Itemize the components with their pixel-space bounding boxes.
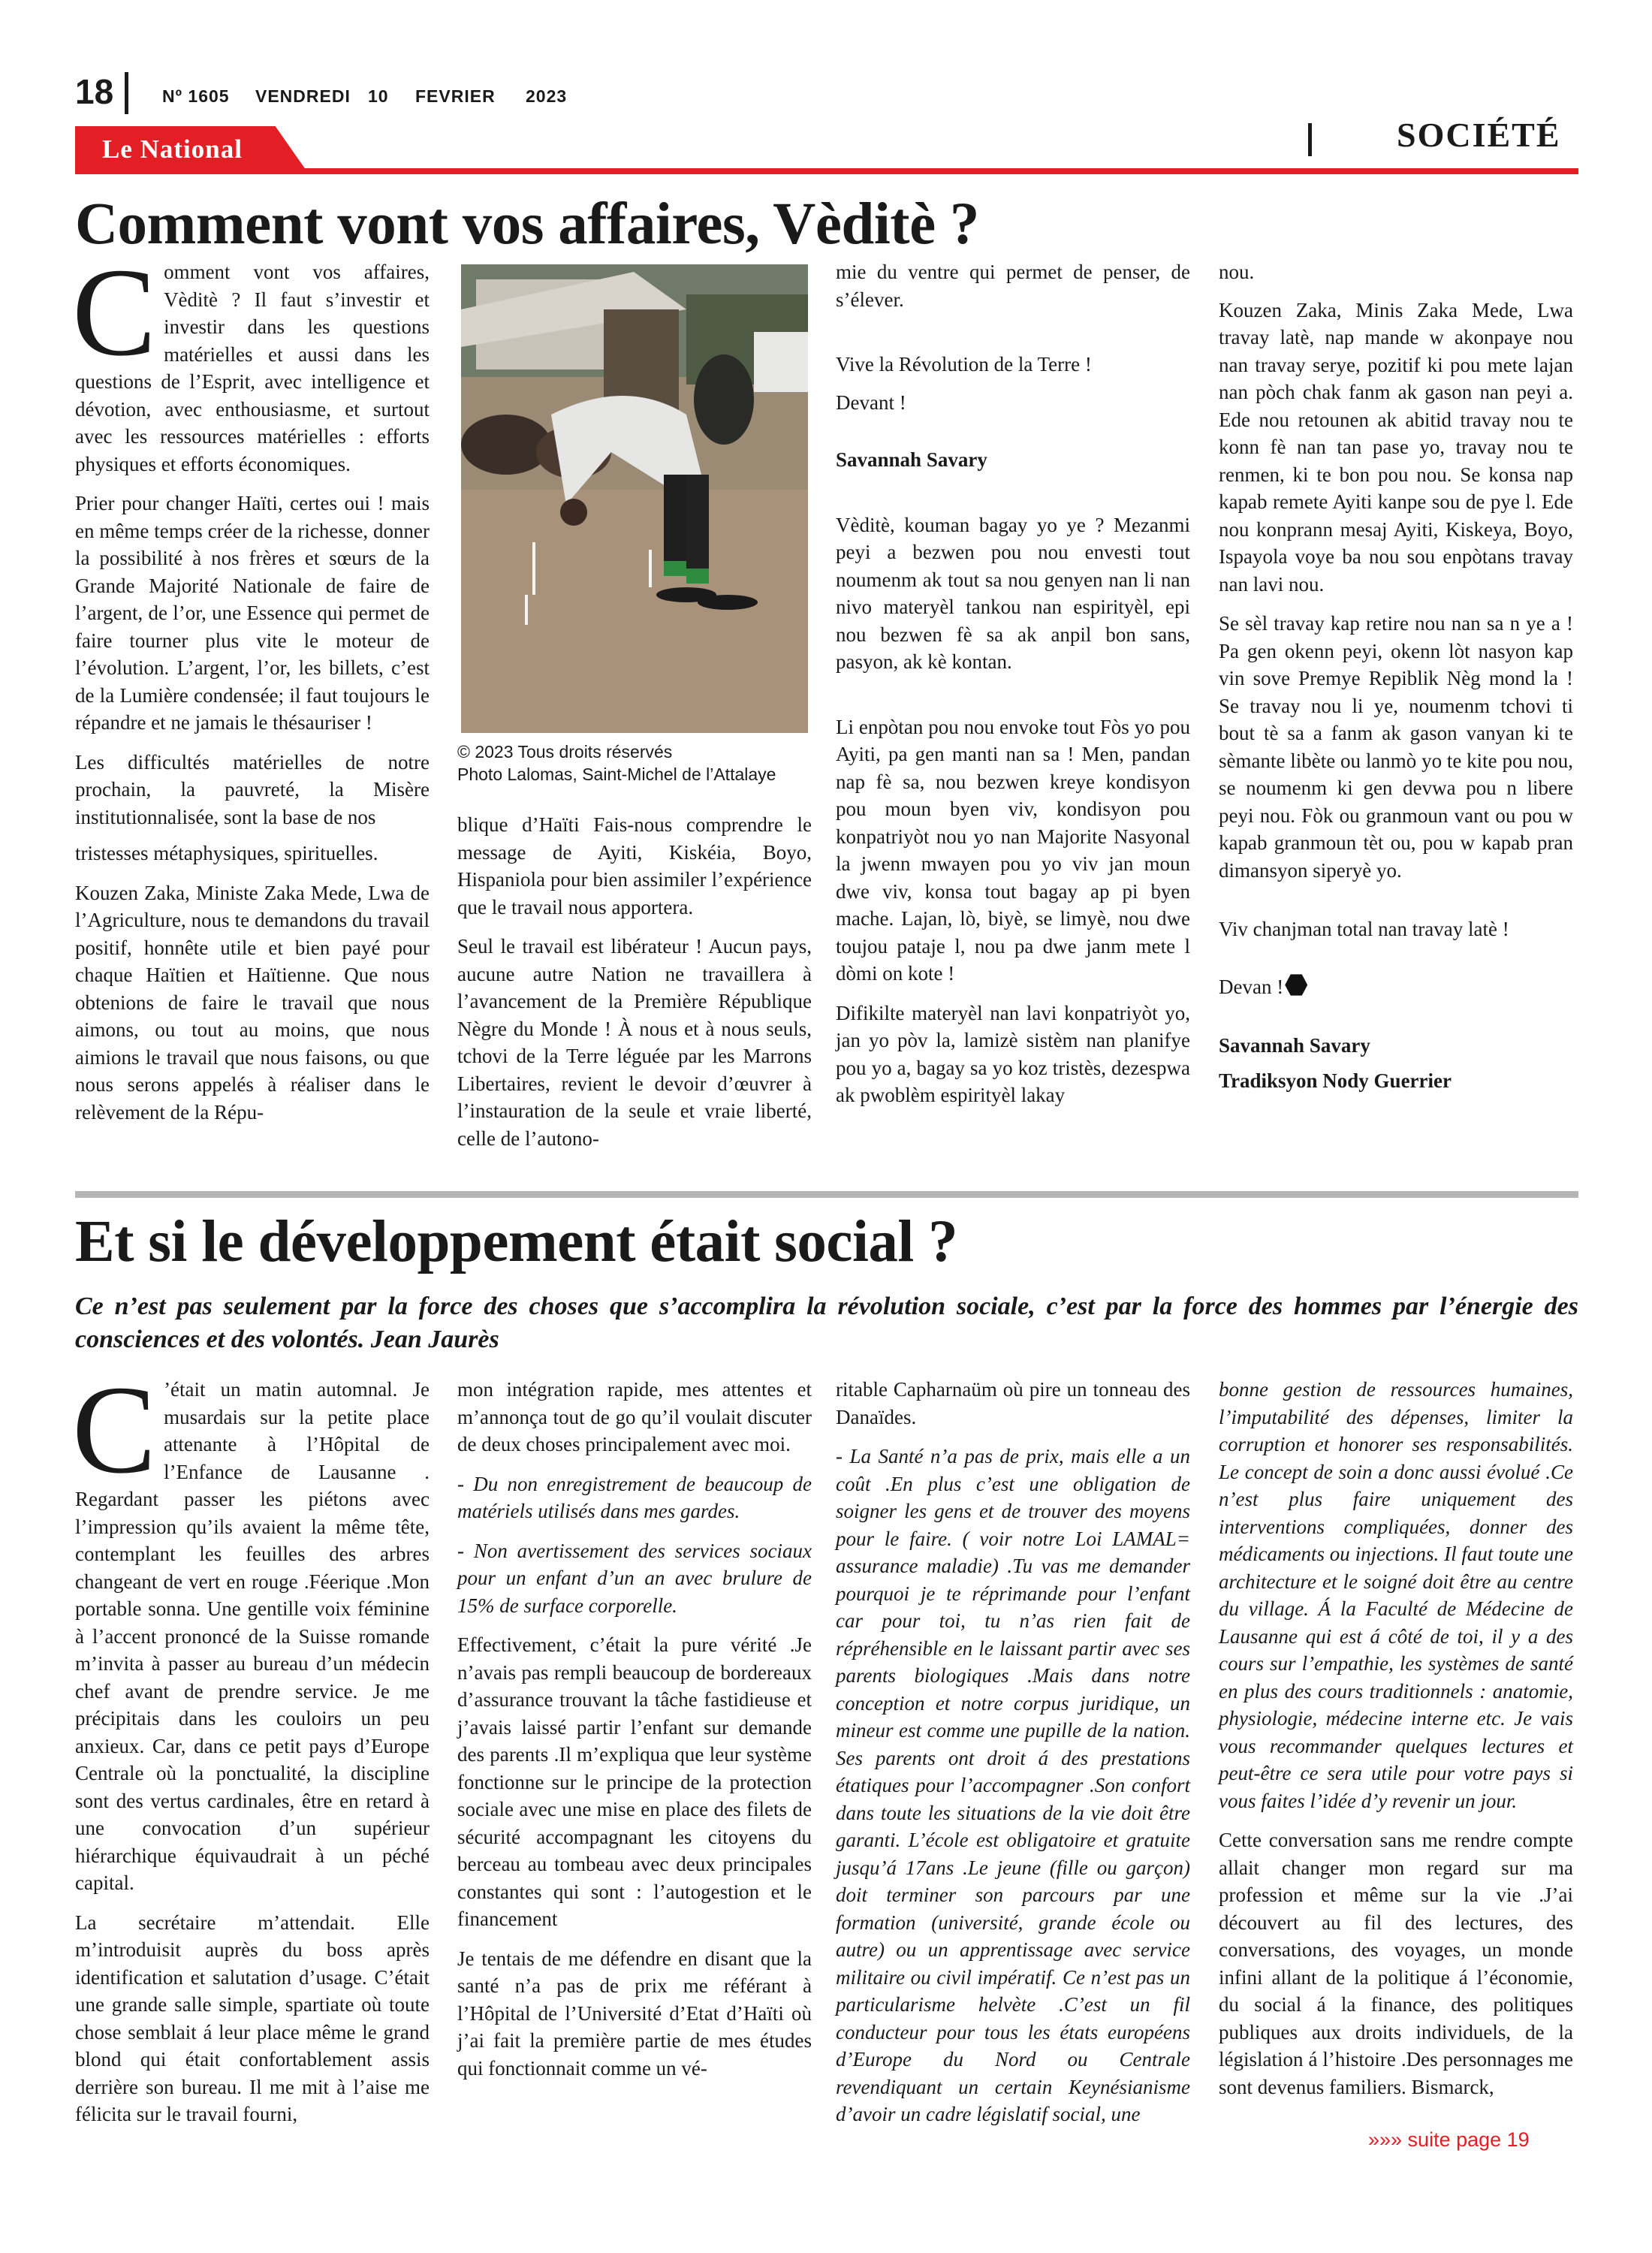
article-column-3 (836, 1376, 1190, 2140)
author-signature: Savannah Savary (1219, 1034, 1370, 1057)
paragraph: omment vont vos affaires, Vèditè ? Il faut s’investir et investir dans les questions matérielles et aussi dans les questions de l’Esprit, avec intelligence et dévotion, avec enthousiasme, et surtout avec les ressources matérielles : efforts physiques et efforts économiques. (75, 261, 430, 475)
section-title: SOCIÉTÉ (1397, 116, 1561, 154)
paragraph: nou. (1219, 261, 1255, 283)
issue-date-day: 10 (368, 86, 389, 106)
paragraph: Vèditè, kouman bagay yo ye ? Mezanmi peyi a bezwen pou nou envesti tout noumenm ak tout sa nou genyen nan li nan nivo materyèl tankou nan espirityèl, epi nou bezwen fè sa ak anpil bon sans, pasyon, ak kè kontan. (836, 513, 1190, 673)
paragraph: tristesses métaphysiques, spirituelles. (75, 842, 378, 864)
article-separator (75, 1191, 1578, 1198)
article-epigraph: Ce n’est pas seulement par la force des choses que s’accomplira la révolution sociale, c’est par la force des hommes par l’énergie des consciences et des volontés. Jean Jaurès (75, 1292, 1578, 1353)
paragraph: Seul le travail est libérateur ! Aucun pays, aucune autre Nation ne travaillera à l’avancement de la Première République Nègre du Monde ! À nous et à nous seuls, tchovi de la Terre léguée par les Marrons Libertaires, revient le devoir d’œuvrer à l’instauration de la seule et vraie liberté, celle de l’autono- (457, 935, 812, 1150)
page-number-divider (125, 72, 128, 114)
paragraph: Kouzen Zaka, Minis Zaka Mede, Lwa travay latè, nap mande w akonpaye nou nan travay serye, pozitif ki pou mete lajan nan pòch chak fanm ak gason nan peyi a. Ede nou retounen ak abitid travay nou te konn fè nan tan pase yo, travay nou te renmen, ki te bon pou nou. Se konsa nap kapab remete Ayiti kanpe sou de pye l. Ede nou konprann mesaj Ayiti, Kiskeya, Boyo, Ispayola voye ba nou sou enpòtans travay nan lavi nou. (1219, 298, 1573, 596)
caption-copyright: © 2023 Tous droits réservés (457, 742, 673, 762)
paragraph: Je tentais de me défendre en disant que la santé n’a pas de prix me référant à l’Hôpital de l’Université d’Etat d’Haïti où j’ai fait la première partie de mes études qui fonctionnait comme un vé- (457, 1947, 812, 2080)
paragraph: Difikilte materyèl nan lavi konpatriyòt yo, jan yo pòv la, lamizè sistèm nan planifye pou yo a, bagay sa yo koz tristès, dezespwa ak pwoblèm espirityèl lakay (836, 1001, 1190, 1106)
paragraph: - Non avertissement des services sociaux pour un enfant d’un an avec brulure de 15% de surface corporelle. (457, 1539, 812, 1617)
issue-year: 2023 (526, 86, 568, 106)
paragraph: Effectivement, c’était la pure vérité .Je n’avais pas rempli beaucoup de bordereaux d’assurance trouvant la tâche fastidieuse et j’avais laissé partir l’enfant sur demande des parents .Il m’expliqua que leur système fonctionne sur le principe de la protection sociale avec une mise en place des filets de sécurité accompagnant les citoyens du berceau au tombeau avec deux principales constantes qui sont : l’autogestion et le financement (457, 1633, 812, 1930)
paragraph: - La Santé n’a pas de prix, mais elle a un coût .En plus c’est une obligation de soigner les gens et de trouver des moyens pour le faire. ( voir notre Loi LAMAL= assurance maladie) .Tu vas me demander pourquoi je te réprimande pour l’enfant car pour toi, tu n’as rien fait de répréhensible en le laissant partir avec ses parents biologiques .Mais dans notre conception et notre corpus juridique, un mineur est comme une pupille de la nation. Ses parents ont droit á des prestations étatiques pour l’accompagner .Son confort dans toute les situations de la vie doit être garanti. L’école est obligatoire et gratuite jusqu’á 17ans .Le jeune (fille ou garçon) doit terminer son parcours par une formation (université, grande école ou autre) ou un apprentissage avec service militaire ou civil impératif. Ce n’est pas un particularisme helvète .C’est un fil conducteur pour tous les états européens d’Europe du Nord ou Centrale revendiquant un certain Keynésianisme d’avoir un cadre législatif social, une (836, 1445, 1190, 2125)
continued-link[interactable]: »»» suite page 19 (1368, 2128, 1530, 2151)
article-column-1 (72, 1360, 430, 2140)
issue-day: VENDREDI (255, 86, 351, 106)
paragraph: Li enpòtan pou nou envoke tout Fòs yo pou Ayiti, pa gen manti nan sa ! Men, pandan nap fè sa, nou bezwen kreye kondisyon pou moun byen viv, kondisyon pou konpatriyòt nou yo nan Majorite Nasyonal la jwenn mwayen pou yo viv jan moun dwe viv, konsa tout bagay ap pi byen mache. Lajan, lò, biyè, se limyè, nou dwe toujou pataje l, nou pa dwe janm mete l dòmi on kote ! (836, 715, 1190, 985)
paragraph: Viv chanjman total nan travay latè ! (1219, 918, 1509, 940)
paragraph: Cette conversation sans me rendre compte allait changer mon regard sur ma profession et même sur la vie .J’ai découvert au fil des lectures, des conversations, des voyages, un monde infini allant de la politique á l’économie, du social á la finance, des politiques publiques aux droits individuels, de la législation á l’histoire .Des personnages me sont devenus familiers. Bismarck, (1219, 1829, 1573, 2098)
article-column-3 (836, 258, 1190, 1121)
issue-number: Nº 1605 (162, 86, 230, 106)
article-column-2 (457, 1376, 812, 2094)
paragraph: Kouzen Zaka, Ministe Zaka Mede, Lwa de l’Agriculture, nous te demandons du travail positif, honnête utile et bien payé pour chaque Haïtien et Haïtienne. Que nous obtenions de faire le travail que nous aimons, ou tout au moins, que nous aimions le travail que nous faisons, ou que nous serons appelés à réaliser dans le relèvement de la Répu- (75, 881, 430, 1123)
brand-logo: Le National (102, 134, 243, 164)
paragraph: Prier pour changer Haïti, certes oui ! mais en même temps créer de la richesse, donner la possibilité à nos frères et sœurs de la Grande Majorité Nationale de faire de l’argent, de l’or, une Essence qui permet de faire tourner plus vite le moteur de l’évolution. L’argent, l’or, les billets, c’est de la Lumière condensée; il faut toujours le répandre et ne jamais le thésauriser ! (75, 492, 430, 734)
paragraph: Les difficultés matérielles de notre prochain, la pauvreté, la Misère institutionnalisée, sont la base de nos (75, 750, 430, 828)
article-title: Comment vont vos affaires, Vèditè ? (75, 192, 979, 257)
closing-word: Devan ! (1219, 975, 1284, 998)
paragraph: bonne gestion de ressources humaines, l’imputabilité des dépenses, limiter la corruption et honorer ses responsabilités. Le concept de soin a donc aussi évolué .Ce n’est plus faire uniquement des interventions compliquées, donner des médicaments ou injections. Il faut toute une architecture et le soigné doit être au centre du village. Á la Faculté de Médecine de Lausanne qui est á côté de toi, il y a des cours sur l’empathie, les systèmes de santé en plus des cours traditionnels : anatomie, physiologie, médecine interne etc. Je vais vous recommander quelques lectures et peut-être ce sera utile pour votre pays si vous faites l’idée d’y revenir un jour. (1219, 1378, 1573, 1812)
section-divider (1308, 123, 1312, 156)
header-rule (75, 168, 1578, 174)
paragraph: - Du non enregistrement de beaucoup de matériels utilisés dans mes gardes. (457, 1472, 812, 1522)
paragraph: mon intégration rapide, mes attentes et m’annonça tout de go qu’il voulait discuter de deux choses principalement avec moi. (457, 1378, 812, 1455)
article-column-1 (72, 243, 430, 1138)
article-title: Et si le développement était social ? (75, 1209, 958, 1274)
caption-credit: Photo Lalomas, Saint-Michel de l’Attalaye (457, 765, 776, 784)
paragraph: mie du ventre qui permet de penser, de s’élever. (836, 261, 1190, 311)
drop-cap: C (72, 1360, 157, 1500)
article-column-4 (1219, 1376, 1573, 2113)
paragraph: Se sèl travay kap retire nou nan sa n ye a ! Pa gen okenn peyi, okenn lòt nasyon kap vin sove Premye Repiblik Nèg mond la ! Se travay nou li ye, noumenm tchovi ti bout tè sa a fanm ak gason vanyan ki te sèmante libète ou lanmò yo te kite pou nou, se noumenm ki gen devwa pou n libere peyi nou. Fòk ou granmoun vant ou pou w kapab granmoun tèt ou, pou w kapab pran dimansyon siperyè yo. (1219, 612, 1573, 882)
article-column-4 (1219, 258, 1573, 1106)
paragraph: ’était un matin automnal. Je musardais sur la petite place attenante à l’Hôpital de l’Enfance de Lausanne . Regardant passer les piétons avec l’impression qu’ils avaient la même tête, contemplant les feuilles des arbres changeant de vert en rouge .Féerique .Mon portable sonna. Une gentille voix féminine à l’accent prononcé de la Suisse romande m’invita à passer au bureau d’un médecin chef avant de prendre service. Je me précipitais dans les couloirs un peu anxieux. Car, dans ce petit pays d’Europe Centrale où la ponctualité, la discipline sont des vertus cardinales, être en retard à une convocation d’un supérieur hiérarchique équivaudrait à un péché capital. (75, 1378, 430, 1894)
paragraph: Devant ! (836, 391, 906, 414)
page-number: 18 (75, 72, 114, 111)
translator-credit: Tradiksyon Nody Guerrier (1219, 1069, 1452, 1092)
paragraph: ritable Capharnaüm où pire un tonneau des Danaïdes. (836, 1378, 1190, 1428)
paragraph: La secrétaire m’attendait. Elle m’introduisit auprès du boss après identification et salutation d’usage. C’était une grande salle simple, spartiate où toute chose semblait á leur place même le grand blond qui était confortablement assis derrière son bureau. Il me mit à l’aise me félicita sur le travail fourni, (75, 1911, 430, 2125)
issue-month: FEVRIER (415, 86, 496, 106)
paragraph: blique d’Haïti Fais-nous comprendre le message de Ayiti, Kiskéia, Boyo, Hispaniola pour bien assimiler l’expérience que le travail nous apportera. (457, 813, 812, 918)
photo-illustration (461, 264, 808, 733)
paragraph: Vive la Révolution de la Terre ! (836, 353, 1092, 376)
article-column-2 (457, 811, 812, 1164)
photo-caption (457, 740, 814, 786)
article-photo (461, 264, 808, 733)
drop-cap: C (72, 243, 157, 382)
author-signature: Savannah Savary (836, 448, 987, 471)
end-mark-icon (1285, 974, 1307, 997)
